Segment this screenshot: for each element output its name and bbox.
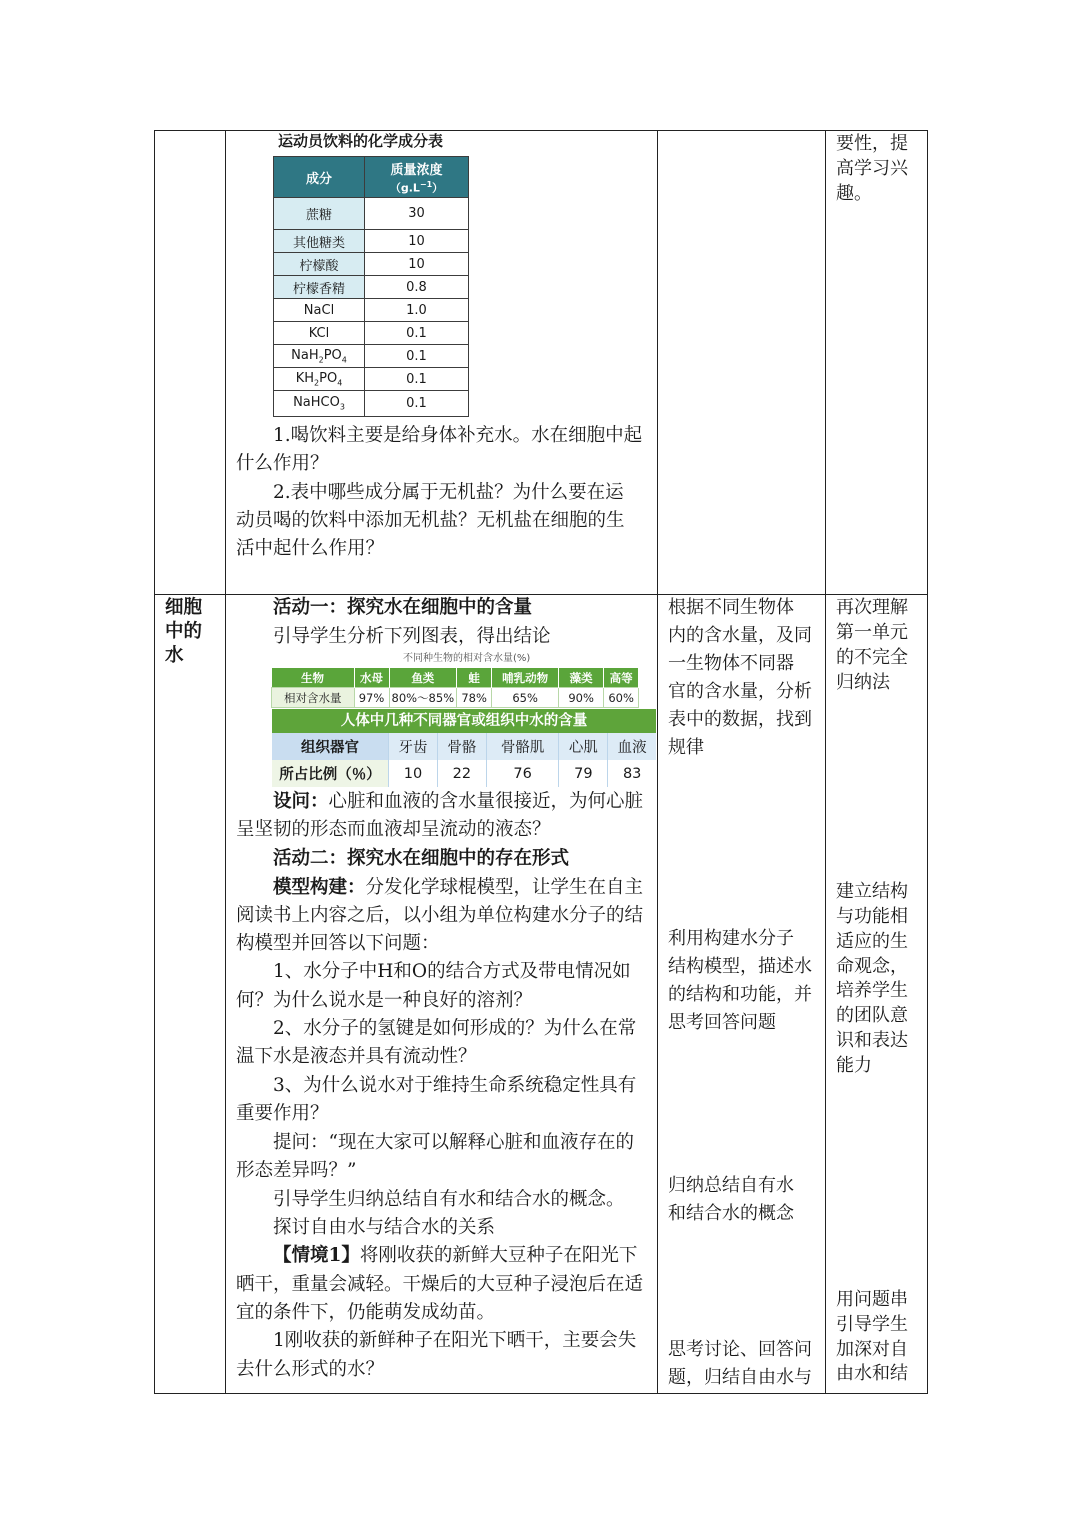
body-line: 构模型并回答以下问题： — [236, 933, 440, 954]
student-activity-line: 内的含水量，及同 — [668, 625, 812, 646]
design-intent-line: 归纳法 — [836, 672, 890, 693]
table-row — [274, 391, 469, 417]
component-name: KCl — [274, 322, 365, 345]
student-activity-line: 官的含水量，分析 — [668, 681, 812, 702]
table-row — [274, 198, 469, 230]
organ-header-cell: 心肌 — [559, 733, 608, 760]
student-activity-line: 利用构建水分子 — [668, 928, 794, 949]
design-intent-line: 用问题串 — [836, 1289, 908, 1310]
student-activity-line: 表中的数据，找到 — [668, 709, 812, 730]
component-name: 柠檬酸 — [274, 253, 365, 276]
component-name: 柠檬香精 — [274, 276, 365, 299]
organ-header-cell: 牙齿 — [389, 733, 438, 760]
drink-table-caption: 运动员饮料的化学成分表 — [278, 132, 444, 150]
rel-value-cell: 78% — [457, 688, 492, 708]
rel-header-cell: 水母 — [354, 668, 389, 688]
student-activity-line: 结构模型，描述水 — [668, 956, 812, 977]
drink-header-component: 成分 — [274, 157, 365, 198]
student-activity-line: 规律 — [668, 737, 704, 758]
rel-value-cell: 60% — [604, 688, 639, 708]
model-label: 模型构建： — [273, 877, 366, 898]
design-intent-line: 能力 — [836, 1055, 872, 1076]
organ-table-title: 人体中几种不同器官或组织中水的含量 — [272, 709, 656, 733]
student-activity-line: 归纳总结自有水 — [668, 1175, 794, 1196]
body-line: 提问：“现在大家可以解释心脏和血液存在的 — [273, 1132, 634, 1153]
body-line: 宜的条件下，仍能萌发成幼苗。 — [236, 1302, 496, 1323]
organ-header-cell: 骨骼 — [437, 733, 486, 760]
design-intent-line: 再次理解 — [836, 597, 908, 618]
question-line — [273, 790, 643, 814]
concentration-label: 质量浓度 — [390, 163, 443, 179]
body-line: 晒干，重量会减轻。干燥后的大豆种子浸泡后在适 — [236, 1274, 644, 1295]
q-text: 心脏和血液的含水量很接近，为何心脏 — [328, 791, 644, 812]
design-intent-line: 命观念， — [836, 956, 908, 977]
formula-sub: 4 — [341, 355, 347, 365]
organ-value-cell: 79 — [559, 760, 608, 787]
student-activity-line: 根据不同生物体 — [668, 597, 794, 618]
body-line: 温下水是液态并具有流动性？ — [236, 1046, 477, 1067]
table-row — [272, 688, 639, 708]
unit-pre: （g.L — [389, 181, 420, 195]
question-line: 2.表中哪些成分属于无机盐？为什么要在运 — [273, 482, 624, 503]
component-name: NaCl — [274, 299, 365, 322]
rel-header-cell: 蛙 — [457, 668, 492, 688]
organ-header-cell: 血液 — [608, 733, 656, 760]
body-line: 1、水分子中H和O的结合方式及带电情况如 — [273, 961, 631, 982]
table-bottom-border — [154, 1393, 928, 1394]
rel-header-cell: 高等 — [604, 668, 639, 688]
design-intent-line: 第一单元 — [836, 622, 908, 643]
component-value: 0.1 — [365, 368, 469, 391]
formula-sub: 3 — [339, 402, 345, 412]
scenario-line — [273, 1244, 637, 1268]
unit-sup: −1 — [419, 180, 433, 190]
component-name: 蔗糖 — [274, 198, 365, 230]
table-row — [274, 230, 469, 253]
component-value: 10 — [365, 253, 469, 276]
rel-header-cell: 藻类 — [559, 668, 604, 688]
body-line: 形态差异吗？” — [236, 1160, 357, 1181]
design-intent-line: 高学习兴 — [836, 158, 908, 179]
row-divider — [154, 594, 928, 595]
concentration-unit — [365, 178, 468, 195]
scenario-label: 【情境1】 — [273, 1245, 360, 1266]
student-activity-line: 一生物体不同器 — [668, 653, 794, 674]
organ-water-table — [272, 733, 656, 787]
organ-header-cell: 骨骼肌 — [486, 733, 559, 760]
component-name: 其他糖类 — [274, 230, 365, 253]
organ-row-label: 所占比例（％） — [272, 760, 389, 787]
table-row — [274, 299, 469, 322]
col-divider-2 — [657, 130, 658, 1394]
component-value: 10 — [365, 230, 469, 253]
component-value: 30 — [365, 198, 469, 230]
question-line: 动员喝的饮料中添加无机盐？无机盐在细胞的生 — [236, 510, 625, 531]
component-name — [274, 391, 365, 417]
student-activity-line: 思考讨论、回答问 — [668, 1339, 812, 1360]
rel-header-cell: 生物 — [272, 668, 355, 688]
drink-composition-table — [273, 156, 469, 417]
body-line: 何？为什么说水是一种良好的溶剂？ — [236, 990, 533, 1011]
design-intent-line: 与功能相 — [836, 906, 908, 927]
body-line: 探讨自由水与结合水的关系 — [273, 1217, 496, 1238]
rel-header-cell: 哺乳动物 — [492, 668, 559, 688]
table-row — [274, 276, 469, 299]
col-divider-1 — [225, 130, 226, 1394]
formula-part: NaHCO — [293, 395, 340, 411]
component-name — [274, 368, 365, 391]
student-activity-line: 思考回答问题 — [668, 1012, 776, 1033]
question-line: 1.喝饮料主要是给身体补充水。水在细胞中起 — [273, 425, 643, 446]
section-title-line: 中的 — [165, 621, 203, 642]
drink-header-concentration — [365, 157, 469, 198]
component-value: 1.0 — [365, 299, 469, 322]
unit-post: ） — [432, 181, 444, 195]
table-row — [274, 368, 469, 391]
formula-part: PO — [323, 347, 342, 363]
rel-header-cell: 鱼类 — [389, 668, 457, 688]
design-intent-line: 的团队意 — [836, 1005, 908, 1026]
rel-value-cell: 80%～85% — [389, 688, 457, 708]
table-row — [272, 668, 639, 688]
table-top-border — [154, 130, 928, 131]
student-activity-line: 的结构和功能，并 — [668, 984, 812, 1005]
design-intent-line: 趣。 — [836, 183, 872, 204]
organ-value-cell: 76 — [486, 760, 559, 787]
body-line: 1刚收获的新鲜种子在阳光下晒干，主要会失 — [273, 1330, 637, 1351]
design-intent-line: 适应的生 — [836, 931, 908, 952]
formula-sub: 2 — [314, 378, 320, 388]
scenario-text: 将刚收获的新鲜大豆种子在阳光下 — [359, 1245, 638, 1266]
formula-part: NaH — [291, 347, 319, 363]
rel-row-label: 相对含水量 — [272, 688, 355, 708]
student-activity-line: 题，归结自由水与 — [668, 1367, 812, 1388]
organ-value-cell: 10 — [389, 760, 438, 787]
activity2-title: 活动二：探究水在细胞中的存在形式 — [273, 848, 570, 869]
organ-value-cell: 22 — [437, 760, 486, 787]
design-intent-line: 培养学生 — [836, 980, 908, 1001]
rel-table-caption: 不同种生物的相对含水量(%) — [403, 653, 531, 664]
relative-water-table — [271, 668, 639, 708]
formula-sub: 4 — [337, 378, 343, 388]
body-line: 阅读书上内容之后，以小组为单位构建水分子的结 — [236, 905, 644, 926]
activity1-title: 活动一：探究水在细胞中的含量 — [273, 597, 533, 618]
table-row — [274, 253, 469, 276]
rel-value-cell: 65% — [492, 688, 559, 708]
activity1-intro: 引导学生分析下列图表，得出结论 — [273, 626, 551, 647]
component-value: 0.1 — [365, 345, 469, 368]
table-row — [274, 322, 469, 345]
body-line: 引导学生归纳总结自有水和结合水的概念。 — [273, 1189, 625, 1210]
design-intent-line: 识和表达 — [836, 1030, 908, 1051]
rel-value-cell: 90% — [559, 688, 604, 708]
organ-water-table-block — [272, 709, 656, 787]
table-row — [272, 733, 656, 760]
design-intent-line: 建立结构 — [836, 881, 908, 902]
rel-table-clip — [271, 668, 658, 708]
component-name — [274, 345, 365, 368]
design-intent-line: 引导学生 — [836, 1314, 908, 1335]
body-line: 2、水分子的氢键是如何形成的？为什么在常 — [273, 1018, 637, 1039]
col-divider-3 — [825, 130, 826, 1394]
model-text: 分发化学球棍模型，让学生在自主 — [365, 877, 644, 898]
component-value: 0.1 — [365, 322, 469, 345]
formula-sub: 2 — [318, 355, 324, 365]
section-title-line: 水 — [165, 645, 184, 666]
question-line: 活中起什么作用？ — [236, 538, 385, 559]
organ-value-cell: 83 — [608, 760, 656, 787]
question-line: 呈坚韧的形态而血液却呈流动的液态？ — [236, 819, 551, 840]
formula-part: KH — [295, 370, 315, 386]
section-title-line: 细胞 — [165, 597, 203, 618]
table-right-border — [927, 130, 928, 1394]
design-intent-line: 的不完全 — [836, 647, 908, 668]
table-row — [272, 760, 656, 787]
student-activity-line: 和结合水的概念 — [668, 1203, 794, 1224]
rel-value-cell: 97% — [354, 688, 389, 708]
design-intent-line: 要性，提 — [836, 133, 908, 154]
design-intent-line: 加深对自 — [836, 1339, 908, 1360]
component-value: 0.8 — [365, 276, 469, 299]
component-value: 0.1 — [365, 391, 469, 417]
table-left-border — [154, 130, 155, 1394]
body-line: 3、为什么说水对于维持生命系统稳定性具有 — [273, 1075, 637, 1096]
body-line: 重要作用？ — [236, 1103, 329, 1124]
organ-header-cell: 组织器官 — [272, 733, 389, 760]
model-line — [273, 876, 643, 900]
formula-part: PO — [319, 370, 338, 386]
body-line: 去什么形式的水？ — [236, 1359, 385, 1380]
table-row — [274, 345, 469, 368]
question-line: 什么作用？ — [236, 453, 329, 474]
q-label: 设问： — [273, 791, 329, 812]
design-intent-line: 由水和结 — [836, 1363, 908, 1384]
